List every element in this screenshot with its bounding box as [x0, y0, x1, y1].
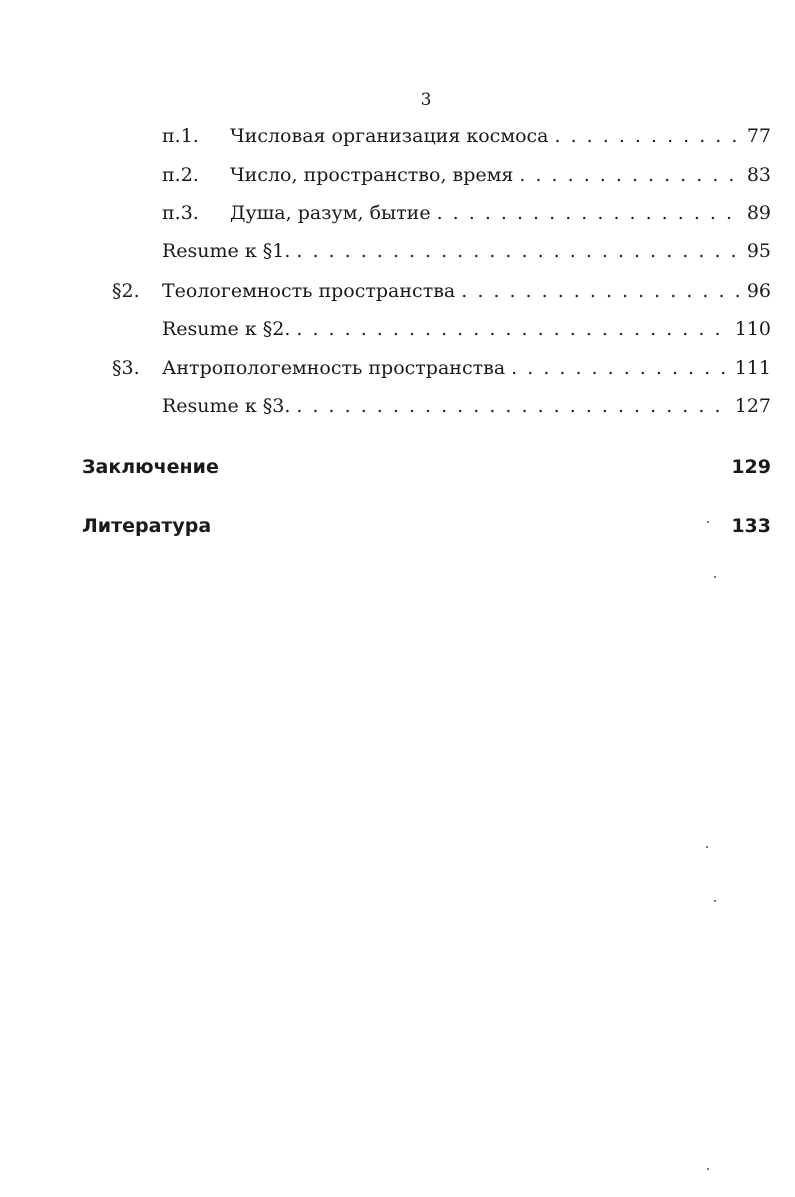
toc-chapter-page: 129	[731, 456, 771, 478]
scan-speck	[707, 521, 709, 523]
toc-entry-page: 96	[746, 280, 771, 302]
toc-entry-title: Число, пространство, время	[230, 164, 514, 186]
toc-entry	[112, 356, 771, 380]
toc-entry-page: 111	[734, 357, 771, 379]
dot-leader	[296, 317, 726, 341]
toc-entry-number: §2.	[112, 280, 140, 302]
page-number: 3	[420, 90, 432, 110]
toc-entry-title: Душа, разум, бытие	[230, 202, 431, 224]
scan-speck	[707, 1168, 709, 1170]
dot-leader	[555, 124, 739, 148]
toc-entry-number: п.2.	[162, 164, 199, 186]
toc-chapter-title: Литература	[82, 515, 212, 537]
toc-chapter	[82, 455, 771, 479]
dot-leader	[437, 201, 739, 225]
toc-entry-title: Числовая организация космоса	[230, 125, 549, 147]
scan-speck	[714, 900, 716, 902]
dot-leader	[511, 356, 727, 380]
toc-entry	[162, 201, 771, 225]
toc-entry-page: 127	[734, 395, 771, 417]
dot-leader	[519, 163, 738, 187]
toc-entry-title: Антропологемность пространства	[162, 357, 506, 379]
toc-entry-title: Resume к §1.	[162, 240, 291, 262]
toc-chapter	[82, 514, 771, 538]
dot-leader	[296, 394, 726, 418]
toc-entry	[162, 163, 771, 187]
toc-entry-page: 95	[746, 240, 771, 262]
toc-entry	[162, 317, 771, 341]
toc-entry-title: Теологемность пространства	[162, 280, 456, 302]
toc-entry-number: §3.	[112, 357, 140, 379]
toc-chapter-page: 133	[731, 515, 771, 537]
scan-speck	[714, 576, 716, 578]
dot-leader	[296, 239, 738, 263]
toc-entry-page: 83	[746, 164, 771, 186]
dot-leader	[461, 279, 739, 303]
toc-entry-page: 110	[734, 318, 771, 340]
toc-chapter-title: Заключение	[82, 456, 219, 478]
toc-entry-number: п.1.	[162, 125, 199, 147]
toc-entry	[162, 394, 771, 418]
toc-entry	[112, 279, 771, 303]
scan-speck	[706, 846, 708, 848]
toc-entry-page: 77	[746, 125, 771, 147]
toc-entry-page: 89	[746, 202, 771, 224]
toc-entry	[162, 239, 771, 263]
toc-entry	[162, 124, 771, 148]
toc-entry-number: п.3.	[162, 202, 199, 224]
toc-entry-title: Resume к §2.	[162, 318, 291, 340]
toc-entry-title: Resume к §3.	[162, 395, 291, 417]
